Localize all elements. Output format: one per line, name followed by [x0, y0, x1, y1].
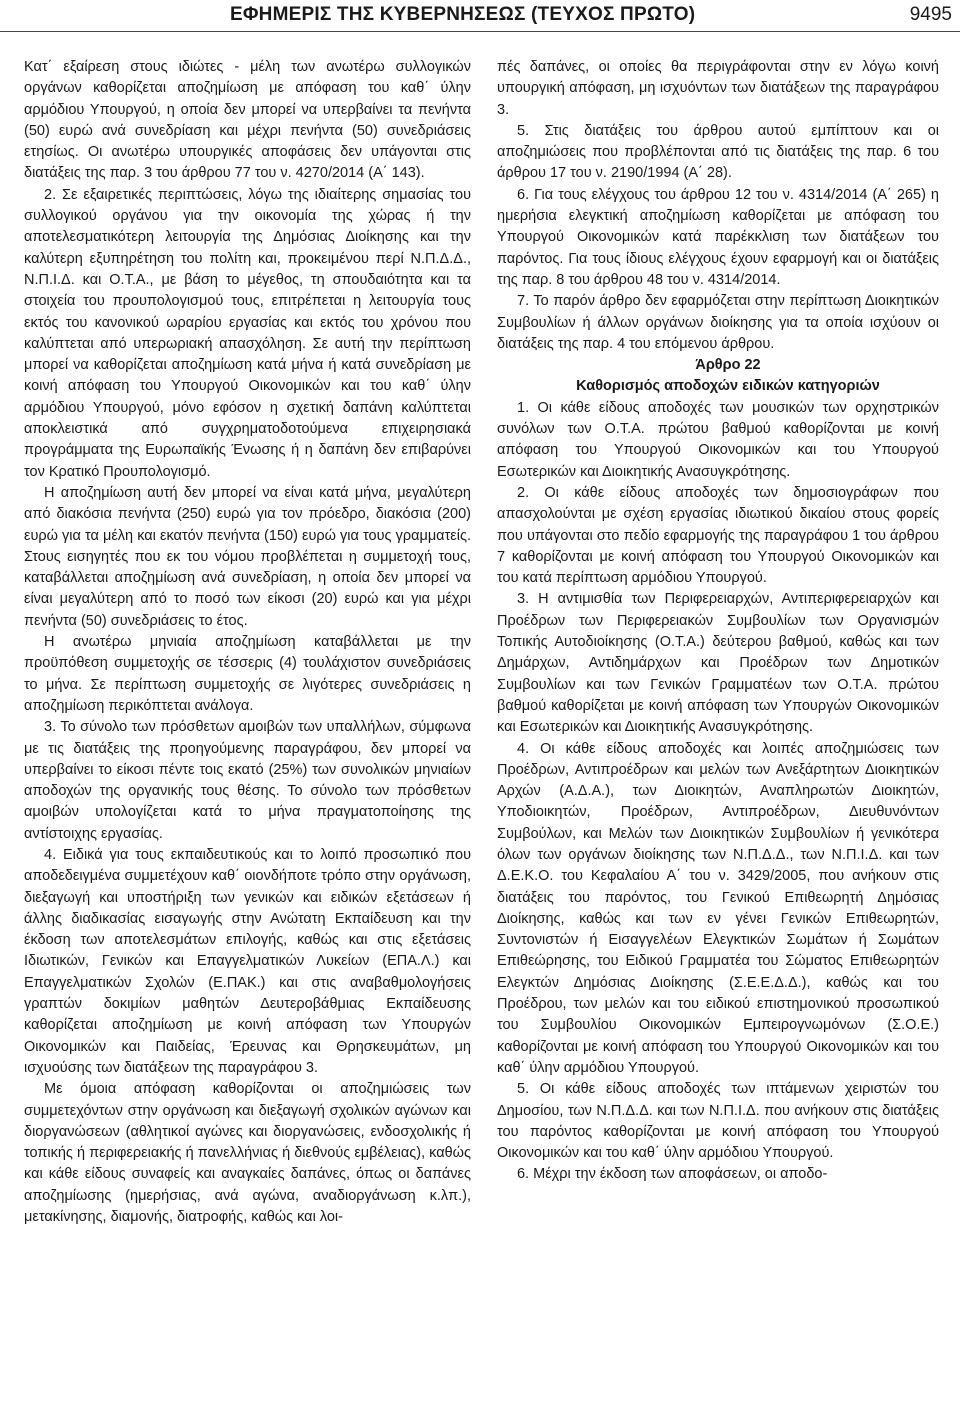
paragraph: 1. Οι κάθε είδους αποδοχές των μουσικών των ορχηστρικών συνόλων των Ο.Τ.Α. πρώτου βαθμού καθορίζονται με κοινή απόφαση του Υπουργού Οικονομικών και του Υπουργού Εσωτερικών και Διοικητικής Ανασυγκρότησης. [497, 399, 939, 480]
article-number: Άρθρο 22 [695, 357, 761, 374]
page-number: 9495 [909, 4, 952, 25]
page-header [0, 0, 960, 30]
paragraph: 4. Οι κάθε είδους αποδοχές και λοιπές αποζημιώσεις των Προέδρων, Αντιπροέδρων και μελών των Ανεξάρτητων Διοικητικών Αρχών (Α.Δ.Α.), των Διοικητών, Αναπληρωτών Διοικητών, Υποδιοικητών, Προέδρων, Αντιπροέδρων, Διευθυνόντων Συμβούλων, και Μελών των Διοικητικών Συμβουλίων ή γενικότερα όλων των οργάνων διοίκησης των Ν.Π.Δ.Δ., των Ν.Π.Ι.Δ. και των Δ.Ε.Κ.Ο. του Κεφαλαίου Α΄ του ν. 3429/2005, που ανήκουν στις διατάξεις του παρόντος, του Γενικού Επιθεωρητή Δημόσιας Διοίκησης, καθώς και των εν γένει Γενικών Επιθεωρητών, Συντονιστών ή Εισαγγελέων Ελεγκτικών Σωμάτων ή Σωμάτων Επιθεώρησης, του Ειδικού Γραμματέα του Σώματος Επιθεωρητών Ελεγκτών Δημόσιας Διοίκησης (Σ.Ε.Ε.Δ.Δ.), καθώς και του Προέδρου, των μελών και του ειδικού επιστημονικού προσωπικού του Συμβουλίου Οικονομικών Εμπειρογνωμόνων (Σ.Ο.Ε.) καθορίζονται με κοινή απόφαση του Υπουργού Οικονομικών και του καθ΄ ύλην αρμόδιου Υπουργού. [497, 740, 939, 1076]
paragraph: 2. Οι κάθε είδους αποδοχές των δημοσιογράφων που απασχολούνται με σχέση εργασίας ιδιωτικού δικαίου στους φορείς που υπάγονται στο πεδίο εφαρμογής της παραγράφου 1 του άρθρου 7 καθορίζονται με κοινή απόφαση του Υπουργού Οικονομικών και του κατά περίπτωση αρμόδιου Υπουργού. [497, 484, 939, 587]
header-rule [0, 31, 960, 32]
paragraph: Κατ΄ εξαίρεση στους ιδιώτες - μέλη των ανωτέρω συλλογικών οργάνων καθορίζεται αποζημίωση με απόφαση του καθ΄ ύλην αρμόδιου Υπουργού, η οποία δεν μπορεί να υπερβαίνει τα πενήντα (50) ευρώ ανά συνεδρίαση και μέχρι πενήντα (50) συνεδριάσεις ετησίως. Οι ανωτέρω υπουργικές αποφάσεις δεν υπάγονται στις διατάξεις της παρ. 3 του άρθρου 77 του ν. 4270/2014 (Α΄ 143). [24, 59, 471, 182]
paragraph: 4. Ειδικά για τους εκπαιδευτικούς και το λοιπό προσωπικό που αποδεδειγμένα συμμετέχουν καθ΄ οιονδήποτε τρόπο στην οργάνωση, διεξαγωγή και υποστήριξη των γενικών και ειδικών εξετάσεων ή άλλης διαδικασίας εισαγωγής στην Ανώτατη Εκπαίδευση και την έκδοση των αποτελεσμάτων επιλογής, καθώς και στις εξετάσεις Ιδιωτικών, Γενικών και Επαγγελματικών Λυκείων (ΕΠΑ.Λ.) και Επαγγελματικών Σχολών (Ε.ΠΑΚ.) και στις αναβαθμολογήσεις γραπτών δοκιμίων μαθητών Δευτεροβάθμιας Εκπαίδευσης καθορίζεται αποζημίωση με κοινή απόφαση των Υπουργών Οικονομικών και Παιδείας, Έρευνας και Θρησκευμάτων, μη ισχυούσης των διατάξεων της παραγράφου 3. [24, 846, 471, 1076]
paragraph: 5. Οι κάθε είδους αποδοχές των ιπτάμενων χειριστών του Δημοσίου, των Ν.Π.Δ.Δ. και των Ν.Π.Ι.Δ. που ανήκουν στις διατάξεις του παρόντος καθορίζονται με κοινή απόφαση του Υπουργού Οικονομικών και του καθ΄ ύλην αρμόδιου Υπουργού. [497, 1081, 939, 1162]
paragraph: 7. Το παρόν άρθρο δεν εφαρμόζεται στην περίπτωση Διοικητικών Συμβουλίων ή άλλων οργάνων διοίκησης για τα οποία ισχύουν οι διατάξεις της παρ. 4 του επόμενου άρθρου. [497, 293, 939, 352]
paragraph: 3. Η αντιμισθία των Περιφερειαρχών, Αντιπεριφερειαρχών και Προέδρων των Περιφερειακών Συμβουλίων των Οργανισμών Τοπικής Αυτοδιοίκησης (Ο.Τ.Α.) δεύτερου βαθμού, καθώς και των Δημάρχων, Αντιδημάρχων και Προέδρων των Δημοτικών Συμβουλίων και των Γενικών Γραμματέων των Ο.Τ.Α. πρώτου βαθμού καθορίζεται με κοινή απόφαση των Υπουργών Οικονομικών και Εσωτερικών και Διοικητικής Ανασυγκρότησης. [497, 591, 939, 736]
paragraph: 5. Στις διατάξεις του άρθρου αυτού εμπίπτουν και οι αποζημιώσεις που προβλέπονται από τις διατάξεις της παρ. 6 του άρθρου 17 του ν. 2190/1994 (Α΄ 28). [497, 122, 939, 182]
paragraph: πές δαπάνες, οι οποίες θα περιγράφονται στην εν λόγω κοινή υπουργική απόφαση, μη ισχυόντων των διατάξεων της παραγράφου 3. [497, 59, 939, 118]
right-column [497, 57, 939, 1186]
paragraph: Η αποζημίωση αυτή δεν μπορεί να είναι κατά μήνα, μεγαλύτερη από διακόσια πενήντα (250) ευρώ για τον πρόεδρο, διακόσια (200) ευρώ για τα μέλη και εκατόν πενήντα (150) ευρώ για τους γραμματείς. Στους εισηγητές που εκ του νόμου προβλέπεται η συμμετοχή τους, καταβάλλεται αποζημίωση ανά συνεδρίαση, η οποία δεν μπορεί να είναι μεγαλύτερη από το ποσό των είκοσι (20) ευρώ και για μέχρι πενήντα (50) συνεδριάσεις το έτος. [24, 484, 471, 629]
paragraph: 6. Για τους ελέγχους του άρθρου 12 του ν. 4314/2014 (Α΄ 265) η ημερήσια ελεγκτική αποζημίωση καθορίζεται με απόφαση του Υπουργού Οικονομικών κατά παρέκκλιση των διατάξεων του παρόντος. Για τους ίδιους ελέγχους έχουν εφαρμογή και οι διατάξεις της παρ. 8 του άρθρου 48 του ν. 4314/2014. [497, 186, 939, 288]
paragraph: 3. Το σύνολο των πρόσθετων αμοιβών των υπαλλήλων, σύμφωνα με τις διατάξεις της προηγούμενης παραγράφου, δεν μπορεί να υπερβαίνει το είκοσι πέντε τοις εκατό (25%) των συνολικών μηνιαίων αποδοχών της οργανικής τους θέσης. Το σύνολο των πρόσθετων αμοιβών υπολογίζεται κατά το μήνα πραγματοποίησης της αντίστοιχης εργασίας. [24, 719, 471, 842]
left-column [24, 57, 471, 1228]
paragraph: 2. Σε εξαιρετικές περιπτώσεις, λόγω της ιδιαίτερης σημασίας του συλλογικού οργάνου για την οικονομία της χώρας ή την αποτελεσματικότερη λειτουργία της Δημόσιας Διοίκησης και την καλύτερη εξυπηρέτηση του πολίτη και, προκειμένου περί Ν.Π.Δ.Δ., Ν.Π.Ι.Δ. και Ο.Τ.Α., με βάση το μέγεθος, τη σπουδαιότητα και τα στοιχεία του προυπολογισμού τους, επιτρέπεται η λειτουργία τους εκτός του κανονικού ωραρίου εργασίας και εκτός του χρόνου που καλύπτεται από υπερωριακή απασχόληση. Σε αυτή την περίπτωση μπορεί να καθορίζεται αποζημίωση κατά μήνα ή κατά συνεδρίαση με κοινή απόφαση του Υπουργού Οικονομικών και του καθ΄ ύλην αρμόδιου Υπουργού, μόνο εφόσον η σχετική δαπάνη καλύπτεται αποκλειστικά από συγχρηματοδοτούμενα επιχειρησιακά προγράμματα της Ευρωπαϊκής Ένωσης ή η δαπάνη δεν επιβαρύνει τον Κρατικό Προυπολογισμό. [24, 186, 471, 480]
paragraph: Με όμοια απόφαση καθορίζονται οι αποζημιώσεις των συμμετεχόντων στην οργάνωση και διεξαγωγή σχολικών αγώνων και διοργανώσεων (αθλητικοί αγώνες και διοργανώσεις, ενδοσχολικής ή τοπικής ή περιφερειακής ή πανελλήνιας ή διεθνούς εμβέλειας), καθώς και κάθε είδους συναφείς και αναγκαίες δαπάνες, όπως οι δαπάνες αποζημίωσης (ημερήσιας, ανά αγώνα, αναδιοργάνωση κ.λπ.), μετακίνησης, διαμονής, διατροφής, καθώς και λοι- [24, 1081, 471, 1226]
paragraph: Η ανωτέρω μηνιαία αποζημίωση καταβάλλεται με την προϋπόθεση συμμετοχής σε τέσσερις (4) τουλάχιστον συνεδριάσεις το μήνα. Σε περίπτωση συμμετοχής σε λιγότερες συνεδριάσεις η αποζημίωση περικόπτεται ανάλογα. [24, 634, 471, 714]
paragraph: 6. Μέχρι την έκδοση των αποφάσεων, οι αποδο- [517, 1166, 828, 1183]
gazette-title: ΕΦΗΜΕΡΙΣ ΤΗΣ ΚΥΒΕΡΝΗΣΕΩΣ (ΤΕΥΧΟΣ ΠΡΩΤΟ) [230, 4, 696, 25]
article-title: Καθορισμός αποδοχών ειδικών κατηγοριών [576, 378, 880, 395]
